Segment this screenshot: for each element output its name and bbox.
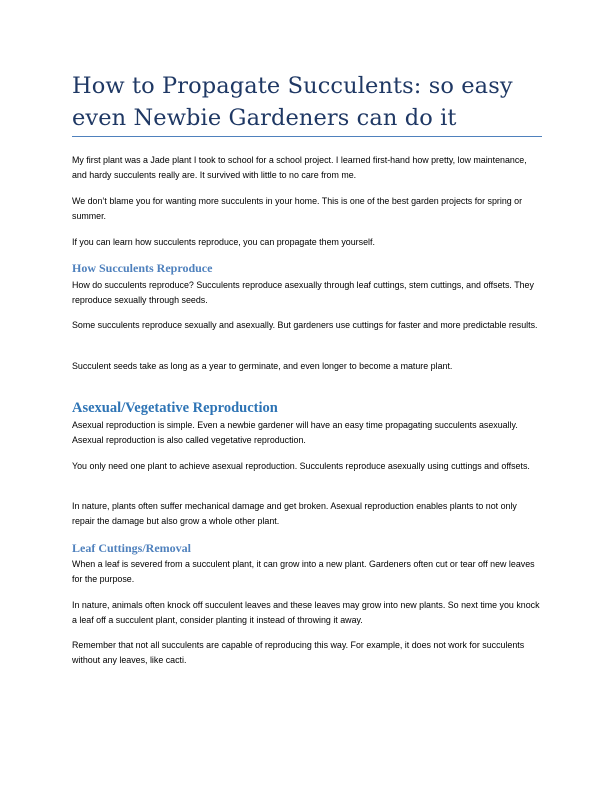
document-title: How to Propagate Succulents: so easy even Newbie Gardeners can do it xyxy=(72,73,513,131)
section-2-paragraph-2: You only need one plant to achieve asexual reproduction. Succulents reproduce asexually using cuttings and offsets. xyxy=(72,461,530,471)
section-3-paragraph-2: In nature, animals often knock off succulent leaves and these leaves may grow into new plants. So next time you knock a leaf off a succulent plant, consider planting it instead of throwing it away. xyxy=(72,600,540,626)
intro-paragraph-2: We don’t blame you for wanting more succulents in your home. This is one of the best garden projects for spring or summer. xyxy=(72,196,523,222)
intro-paragraph-3: If you can learn how succulents reproduce, you can propagate them yourself. xyxy=(72,237,375,247)
section-3-paragraph-3: Remember that not all succulents are capable of reproducing this way. For example, it does not work for succulents without any leaves, like cacti. xyxy=(72,640,525,666)
section-1-paragraph-1: How do succulents reproduce? Succulents reproduce asexually through leaf cuttings, stem cuttings, and offsets. They reproduce sexually through seeds. xyxy=(72,280,534,306)
heading-leaf-cuttings-removal: Leaf Cuttings/Removal xyxy=(72,541,191,555)
section-2-paragraph-3: In nature, plants often suffer mechanical damage and get broken. Asexual reproduction enables plants to not only repair the damage but also grow a whole other plant. xyxy=(72,501,517,527)
intro-paragraph-1: My first plant was a Jade plant I took to school for a school project. I learned first-hand how pretty, low maintenance, and hardy succulents really are. It survived with little to no care from me. xyxy=(72,155,527,181)
section-3-paragraph-1: When a leaf is severed from a succulent plant, it can grow into a new plant. Gardeners often cut or tear off new leaves for the purpose. xyxy=(72,559,535,585)
section-2-paragraph-1: Asexual reproduction is simple. Even a newbie gardener will have an easy time propagating succulents asexually. Asexual reproduction is also called vegetative reproduction. xyxy=(72,420,518,446)
section-1-paragraph-2: Some succulents reproduce sexually and asexually. But gardeners use cuttings for faster and more predictable results. xyxy=(72,320,538,330)
section-1-paragraph-3: Succulent seeds take as long as a year to germinate, and even longer to become a mature plant. xyxy=(72,361,453,371)
title-underline-divider xyxy=(72,136,542,137)
heading-asexual-vegetative-reproduction: Asexual/Vegetative Reproduction xyxy=(72,400,278,416)
heading-how-succulents-reproduce: How Succulents Reproduce xyxy=(72,261,213,275)
